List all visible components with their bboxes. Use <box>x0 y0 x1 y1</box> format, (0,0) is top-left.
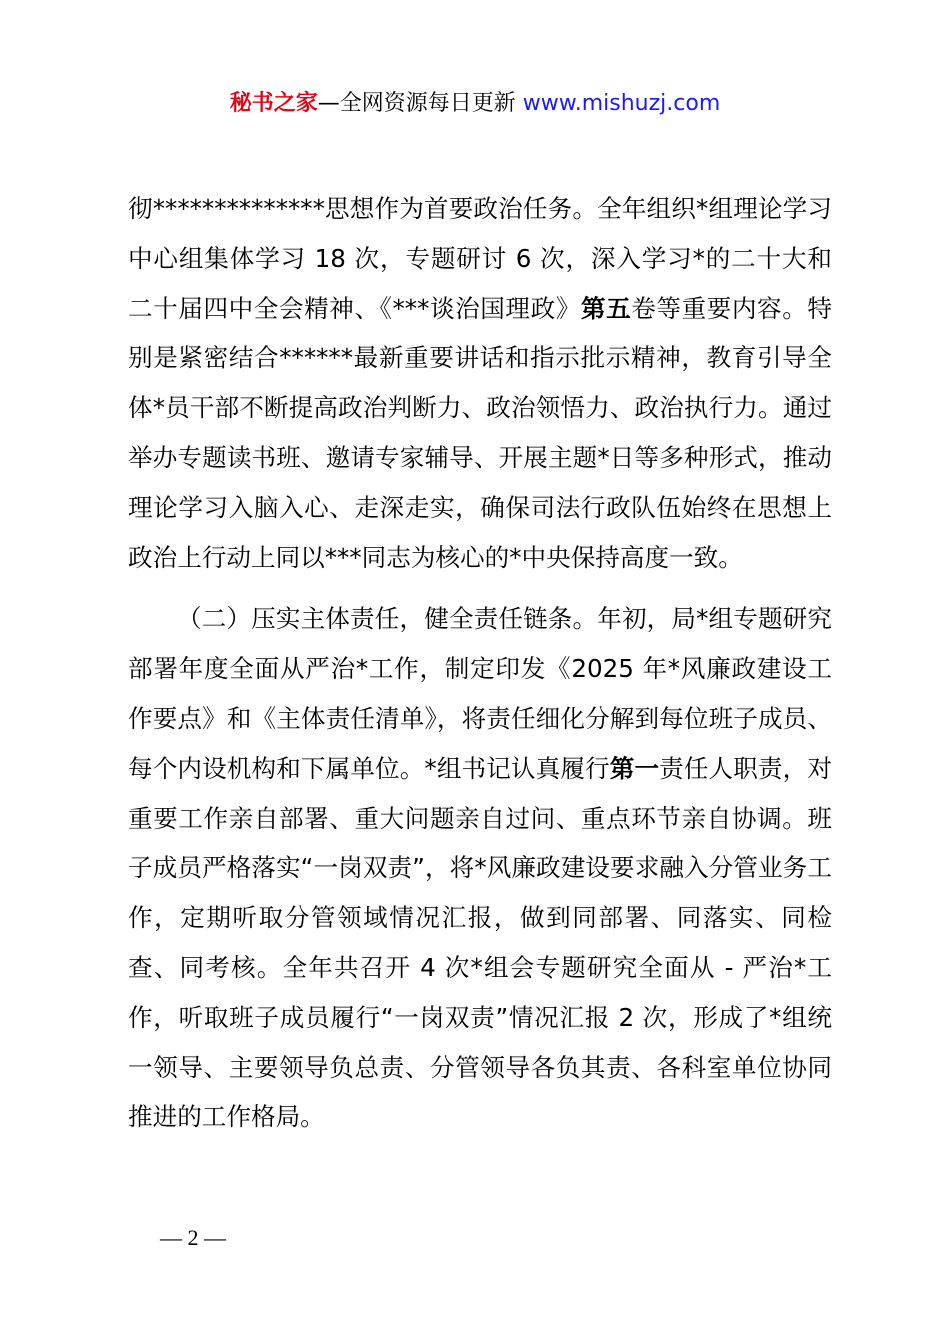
paragraph-1-bold-text: 第五 <box>580 293 632 323</box>
header-separator: — <box>317 91 340 116</box>
paragraph-2-text-a: （二）压实主体责任，健全责任链条。年初，局*组专题研究部署年度全面从严治*工作，制定印发《2025 年*风廉政建设工作要点》和《主体责任清单》，将责任细化分解到每位班子成员、每个内设机构和下属单位。*组书记认真履行 <box>128 604 832 783</box>
header-tagline: 全网资源每日更新 <box>339 91 523 116</box>
paragraph-1 <box>128 184 832 582</box>
header-url-link[interactable]: www.mishuzj.com <box>522 91 721 116</box>
brand-name: 秘书之家 <box>229 91 318 116</box>
paragraph-1-text-b: 卷等重要内容。特别是紧密结合******最新重要讲话和指示批示精神，教育引导全体*员干部不断提高政治判断力、政治领悟力、政治执行力。通过举办专题读书班、邀请专家辅导、开展主题*日等多种形式，推动理论学习入脑入心、走深走实，确保司法行政队伍始终在思想上政治上行动上同以***同志为核心的*中央保持高度一致。 <box>128 293 832 572</box>
document-body <box>128 184 832 1142</box>
paragraph-2-text-b: 责任人职责，对重要工作亲自部署、重大问题亲自过问、重点环节亲自协调。班子成员严格落实“一岗双责”，将*风廉政建设要求融入分管业务工作，定期听取分管领域情况汇报，做到同部署、同落实、同检查、同考核。全年共召开 4 次*组会专题研究全面从 - 严治*工作，听取班子成员履行“一岗双责”情况汇报 2 次，形成了*组统一领导、主要领导负总责、分管领导各负其责、各科室单位协同推进的工作格局。 <box>128 753 832 1132</box>
paragraph-2-bold-text: 第一 <box>609 753 660 783</box>
page-header <box>0 88 950 120</box>
paragraph-2 <box>128 594 832 1142</box>
paragraph-1-text-a: 彻**************思想作为首要政治任务。全年组织*组理论学习中心组集体学习 18 次，专题研讨 6 次，深入学习*的二十大和二十届四中全会精神、《***谈治国理政》 <box>128 194 832 323</box>
page-number: — 2 — <box>160 1225 226 1250</box>
